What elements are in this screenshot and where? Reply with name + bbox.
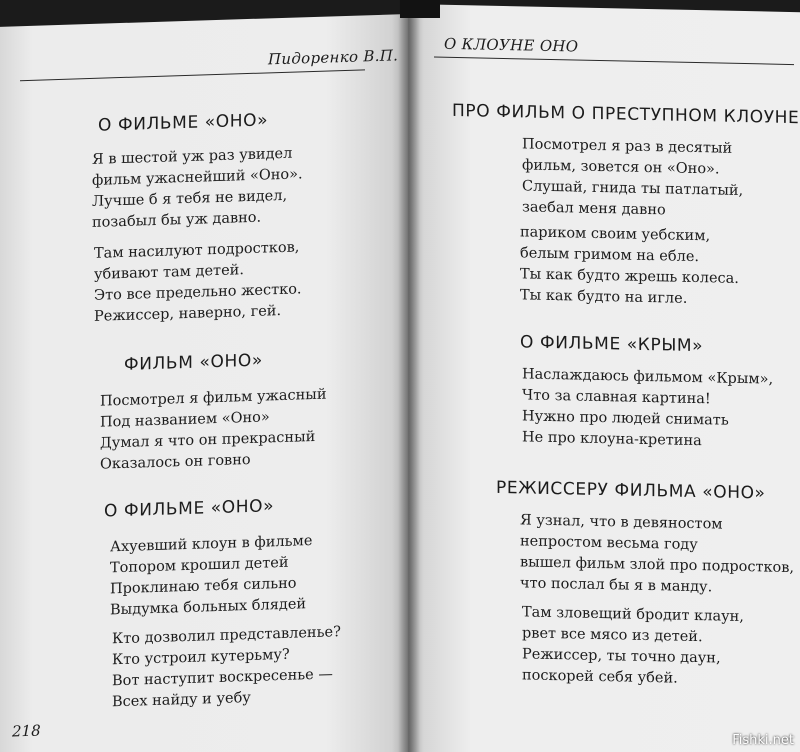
poem-line: Кто устроил кутерьму? [112, 646, 290, 669]
poem-line: что послал бы я в манду. [520, 575, 713, 596]
poem-stanza [522, 134, 743, 223]
poem-stanza [522, 364, 773, 453]
poem-line: Ахуевший клоун в фильме [110, 533, 313, 556]
poem-line: Это все предельно жестко. [94, 281, 302, 304]
poem-line: убивают там детей. [94, 262, 244, 283]
poem-line: Нужно про людей снимать [522, 408, 729, 429]
poem-line: вышел фильм злой про подростков, [520, 554, 795, 577]
poem-stanza [112, 622, 341, 713]
poem-line: Оказалось он говно [100, 451, 251, 473]
poem-stanza [520, 510, 794, 600]
poem-line: фильм, зовется он «Оно». [522, 157, 720, 178]
poem-line: Кто дозволил представленье? [112, 624, 341, 648]
poem-title: ФИЛЬМ «ОНО» [124, 350, 263, 375]
poem-line: Вот наступит воскресенье — [112, 666, 333, 690]
poem-line: белым гримом на ебле. [520, 245, 700, 266]
poem-title: ПРО ФИЛЬМ О ПРЕСТУПНОМ КЛОУНЕ [452, 100, 800, 129]
poem-line: Всех найду и уебу [112, 689, 251, 711]
show-through-text [90, 78, 284, 104]
poem-line: Посмотрел я фильм ужасный [100, 386, 327, 410]
poem-line: Проклинаю тебя сильно [110, 575, 297, 598]
poem-line: Что за славная картина! [522, 387, 711, 408]
poem-title: О ФИЛЬМЕ «ОНО» [104, 496, 275, 522]
poem-stanza [92, 143, 303, 234]
poem-line: позабыл бы уж давно. [92, 209, 262, 231]
poem-line: Режиссер, наверно, гей. [94, 302, 282, 325]
poem-line: Думал я что он прекрасный [100, 428, 316, 452]
book-spine-top [400, 0, 440, 18]
poem-line: Там зловещий бродит клаун, [522, 604, 744, 626]
poem-line: заебал меня давно [522, 199, 666, 219]
right-running-head: О КЛОУНЕ ОНО [444, 34, 579, 56]
right-page [408, 4, 800, 752]
poem-line: Там насилуют подростков, [94, 239, 300, 262]
poem-line: Выдумка больных блядей [110, 596, 307, 619]
poem-line: париком своим уебским, [520, 224, 711, 245]
watermark: Fishki.net [732, 733, 794, 748]
poem-stanza [100, 385, 326, 476]
poem-line: Лучше б я тебя не видел, [92, 187, 288, 210]
poem-line: Я в шестой уж раз увидел [92, 145, 293, 168]
poem-title: О ФИЛЬМЕ «КРЫМ» [520, 332, 704, 357]
poem-line: Режиссер, ты точно даун, [522, 646, 721, 667]
left-head-rule [20, 69, 365, 81]
poem-line: Посмотрел я раз в десятый [522, 136, 733, 157]
poem-line: фильм ужаснейший «Оно». [92, 166, 303, 189]
poem-line: поскорей себя убей. [522, 667, 678, 687]
right-head-rule [434, 57, 794, 66]
poem-stanza [94, 237, 302, 328]
poem-line: Не про клоуна-кретина [522, 429, 702, 450]
left-running-head: Пидоренко В.П. [268, 46, 399, 69]
poem-stanza [110, 531, 312, 621]
poem-line: Под названием «Оно» [100, 409, 270, 431]
poem-stanza [520, 222, 739, 311]
page-number: 218 [12, 721, 41, 741]
poem-line: Я узнал, что в девяностом [520, 512, 723, 533]
poem-line: Ты как будто на игле. [520, 287, 688, 307]
poem-line: Топором крошил детей [110, 554, 289, 577]
poem-line: рвет все мясо из детей. [522, 625, 703, 646]
poem-line: Наслаждаюсь фильмом «Крым», [522, 366, 774, 388]
poem-line: Слушай, гнида ты патлатый, [522, 178, 744, 200]
poem-title: О ФИЛЬМЕ «ОНО» [98, 110, 269, 136]
poem-title: РЕЖИССЕРУ ФИЛЬМА «ОНО» [496, 477, 766, 504]
left-page [0, 14, 408, 752]
poem-stanza [522, 602, 744, 691]
poem-line: Ты как будто жрешь колеса. [520, 266, 739, 287]
poem-line: непростом весьма году [520, 533, 698, 554]
